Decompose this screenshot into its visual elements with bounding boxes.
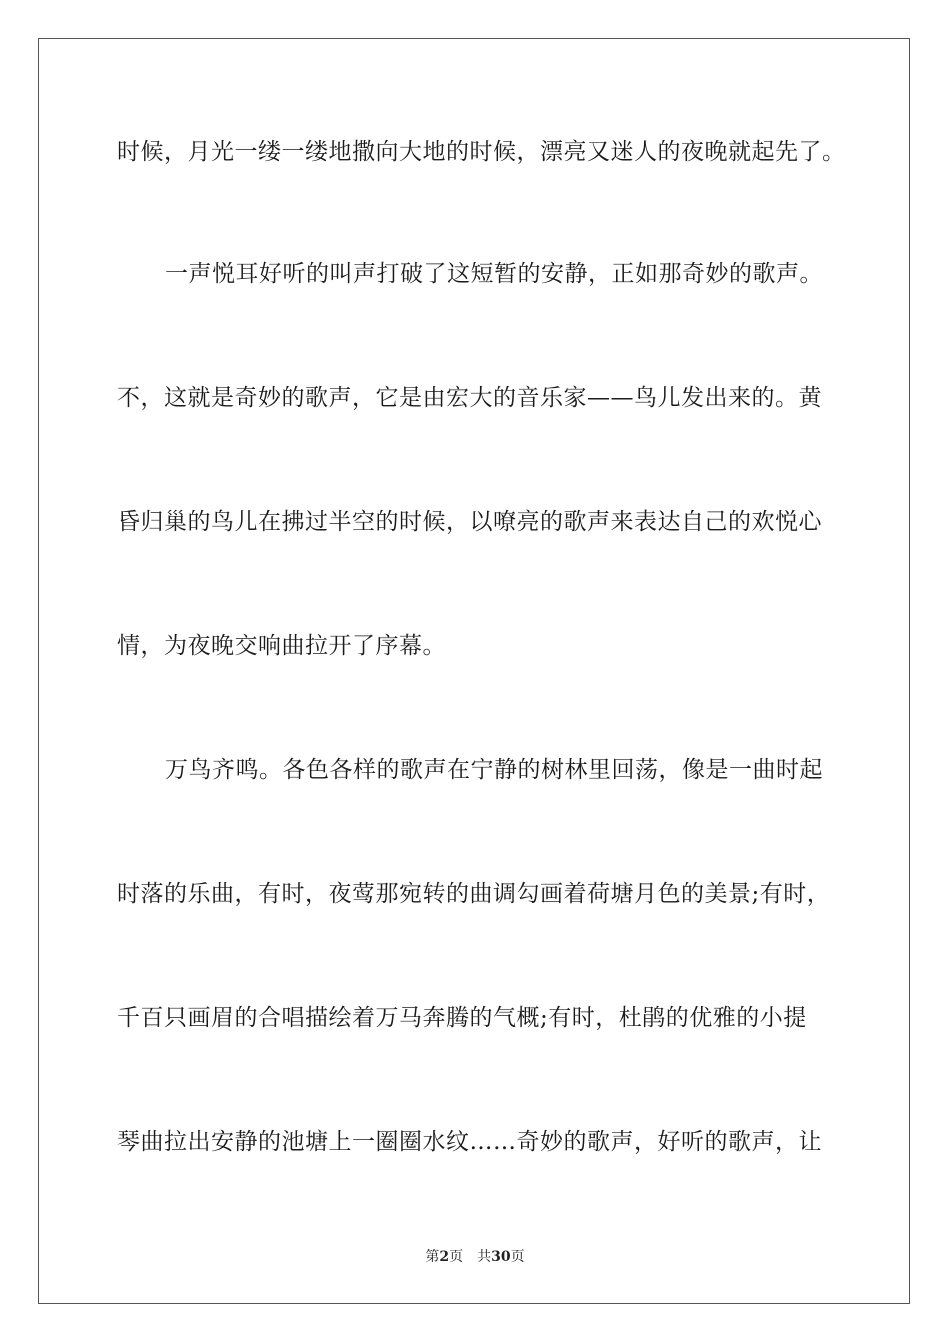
text-line-6: 万鸟齐鸣。各色各样的歌声在宁静的树林里回荡，像是一曲时起 — [165, 757, 823, 783]
text-line-2: 一声悦耳好听的叫声打破了这短暂的安静，正如那奇妙的歌声。 — [165, 261, 823, 287]
page-total: 30 — [491, 1249, 511, 1265]
text-line-7: 时落的乐曲，有时，夜莺那宛转的曲调勾画着荷塘月色的美景;有时， — [117, 881, 831, 907]
page-number — [425, 1249, 463, 1265]
text-line-3: 不，这就是奇妙的歌声，它是由宏大的音乐家——鸟儿发出来的。黄 — [117, 385, 822, 411]
page-suffix: 页 — [449, 1249, 464, 1265]
text-line-4: 昏归巢的鸟儿在拂过半空的时候，以嘹亮的歌声来表达自己的欢悦心 — [117, 509, 822, 535]
total-prefix: 共 — [477, 1249, 492, 1265]
total-suffix: 页 — [510, 1249, 525, 1265]
page-border — [38, 38, 910, 1304]
page-total-label — [477, 1249, 524, 1265]
text-line-9: 琴曲拉出安静的池塘上一圈圈水纹……奇妙的歌声，好听的歌声，让 — [117, 1129, 822, 1155]
page-current: 2 — [439, 1249, 450, 1265]
page-footer — [0, 1248, 950, 1266]
page-prefix: 第 — [425, 1249, 440, 1265]
text-line-5: 情，为夜晚交响曲拉开了序幕。 — [117, 633, 446, 659]
text-line-1: 时候，月光一缕一缕地撒向大地的时候，漂亮又迷人的夜晚就起先了。 — [117, 139, 846, 165]
text-line-8: 千百只画眉的合唱描绘着万马奔腾的气概;有时，杜鹃的优雅的小提 — [117, 1005, 807, 1031]
